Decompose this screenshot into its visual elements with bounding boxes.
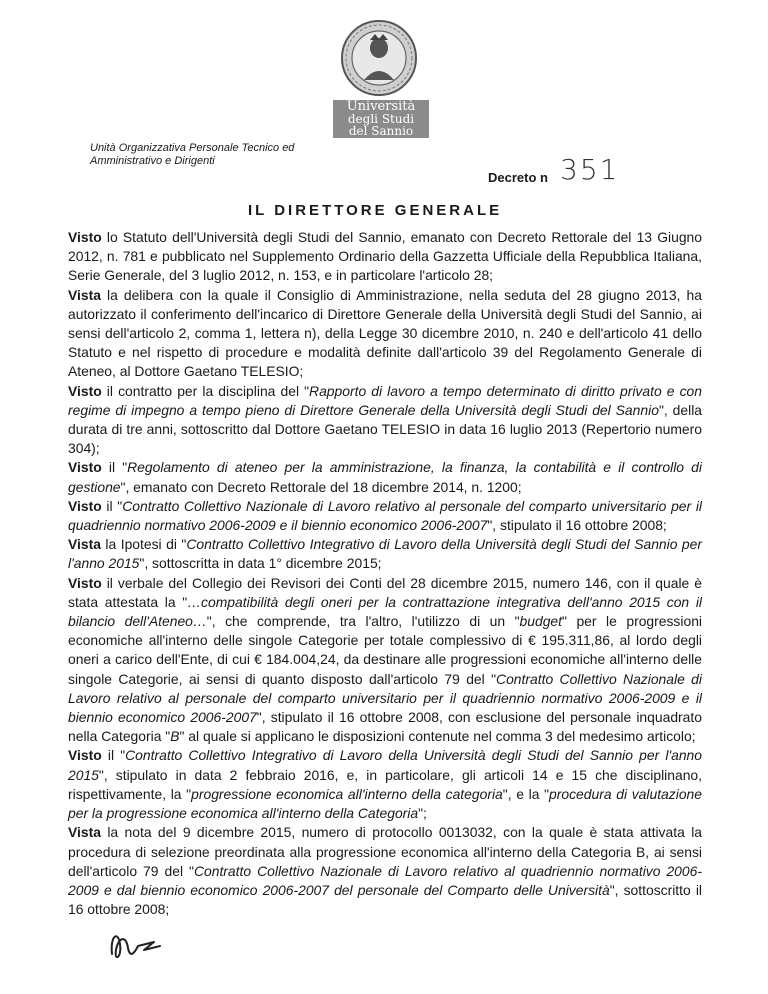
paragraph [68,458,702,496]
paragraph-text: Rapporto di lavoro a tempo determinato di diritto privato e con regime di impegno a tempo pieno di Direttore Generale della Università degli Studi del Sannio [68,382,702,418]
handwritten-initials [104,924,166,966]
paragraph-text: budget [519,613,563,630]
paragraph-text: " al quale si applicano le disposizioni contenute nel comma 3 del medesimo articolo; [179,728,696,745]
paragraph [68,497,702,535]
document-body [68,228,702,919]
paragraph [68,382,702,459]
paragraph-text: ", e la " [502,785,550,802]
paragraph-text: Contratto Collettivo Integrativo di Lavoro della Università degli Studi del Sannio per l'anno 2015 [68,536,703,572]
paragraph-text: …compatibilità degli oneri per la contrattazione integrativa dell'anno 2015 con il bilancio dell'Ateneo… [68,593,702,630]
paragraph-text: la Ipotesi di " [100,536,187,553]
logo-line: del Sannio [348,124,414,138]
university-logo [333,18,429,140]
logo-wordmark [333,100,429,138]
paragraph-lead-word: Visto [68,229,102,245]
paragraph-text: il " [101,747,126,764]
paragraph-text: progressione economica all'interno della categoria [191,785,503,802]
paragraph-text: il " [101,497,123,514]
paragraph-text: lo Statuto dell'Università degli Studi del Sannio, emanato con Decreto Rettorale del 13 Giugno 2012, n. 781 e pubblicato nel Supplemento Ordinario della Gazzetta Ufficiale della Repubblica Italiana, Serie Generale, del 3 luglio 2012, n. 153, e in particolare l'articolo 28; [68,229,702,284]
paragraph-text: "; [418,805,427,822]
paragraph-lead-word: Visto [68,459,102,476]
paragraph-lead-word: Vista [68,824,101,841]
decree-number: 351 [560,153,620,186]
paragraph-text: Contratto Collettivo Nazionale di Lavoro relativo al personale del comparto universitario per il quadriennio normativo 2006-2009 e il biennio economico 2006-2007 [68,670,702,726]
paragraph-lead-word: Vista [68,536,101,553]
paragraph-text: ", emanato con Decreto Rettorale del 18 dicembre 2014, n. 1200; [120,478,522,495]
paragraph-text: procedura di valutazione per la progressione economica all'interno della Categoria [68,785,702,822]
document-title: IL DIRETTORE GENERALE [248,202,503,219]
organizational-unit: Unità Organizzativa Personale Tecnico ed Amministrativo e Dirigenti [90,142,295,167]
paragraph-lead-word: Vista [68,286,101,303]
paragraph [68,574,702,747]
paragraph-text: la nota del 9 dicembre 2015, numero di protocollo 0013032, con la quale è stata attivata la procedura di selezione preordinata alla progressione economica all'interno della Categoria B, ai sensi dell'articolo 79 del " [68,824,702,879]
paragraph [68,823,702,919]
paragraph-text: " per le progressioni economiche all'interno delle singole Categorie per totale complessivo di € 195.311,86, al lordo degli oneri a carico dell'Ente, di cui € 184.004,24, da destinare alle progressioni economiche all'interno delle singole Categorie, ai sensi di quanto disposto dall'articolo 79 del " [68,613,703,687]
paragraph-lead-word: Visto [68,574,102,591]
logo-line: Università [346,99,416,114]
paragraph-text: ", sottoscritto il 16 ottobre 2008; [68,881,702,918]
paragraph-text: ", stipulato il 16 ottobre 2008, con esclusione del personale inquadrato nella Categoria " [68,709,702,745]
logo-line: degli Studi [347,112,415,126]
paragraph-text: Regolamento di ateneo per la amministrazione, la finanza, la contabilità e il controllo di gestione [68,459,702,495]
paragraph-text: il contratto per la disciplina del " [101,382,310,399]
paragraph [68,535,702,573]
paragraph-text: la delibera con la quale il Consiglio di Amministrazione, nella seduta del 28 giugno 2013, ha autorizzato il conferimento dell'incarico di Direttore Generale della Università degli Studi del Sannio, ai sensi dell'articolo 2, comma 1, lettera n), della Legge 30 dicembre 2010, n. 240 e dell'articolo 41 dello Statuto e nel rispetto di procedure e modalità definite dall'articolo 39 del Regolamento Generale di Ateneo, al Dottore Gaetano TELESIO; [68,286,702,380]
paragraph-text: ", della durata di tre anni, sottoscritto dal Dottore Gaetano TELESIO in data 16 luglio 2013 (Repertorio numero 304); [68,401,702,457]
paragraph-lead-word: Visto [68,497,102,514]
paragraph-text: ", stipulato in data 2 febbraio 2016, e, in particolare, gli articoli 14 e 15 che disciplinano, rispettivamente, la " [68,766,702,802]
seal-icon [339,18,419,100]
paragraph-text: il " [101,459,128,476]
paragraph-text: Contratto Collettivo Nazionale di Lavoro relativo al quadriennio normativo 2006-2009 e dal biennio economico 2006-2007 del personale del Comparto delle Università [68,862,702,898]
paragraph-text: il verbale del Collegio dei Revisori dei Conti del 28 dicembre 2015, numero 146, con il quale è stata attestata la " [68,574,702,610]
paragraph [68,746,702,823]
decree-label: Decreto n [488,170,548,185]
paragraph-text: Contratto Collettivo Integrativo di Lavoro della Università degli Studi del Sannio per l'anno 2015 [68,747,703,783]
paragraph [68,228,702,286]
paragraph-text: ", che comprende, tra l'altro, l'utilizzo di un " [206,613,520,630]
paragraph-text: Contratto Collettivo Nazionale di Lavoro relativo al personale del comparto universitario per il quadriennio normativo 2006-2009 e il biennio economico 2006-2007 [68,497,703,534]
paragraph [68,286,702,382]
paragraph-lead-word: Visto [68,747,102,764]
paragraph-text: B [170,728,180,745]
paragraph-lead-word: Visto [68,382,102,399]
paragraph-text: ", stipulato il 16 ottobre 2008; [487,517,667,534]
paragraph-text: ", sottoscritta in data 1° dicembre 2015; [139,555,382,572]
